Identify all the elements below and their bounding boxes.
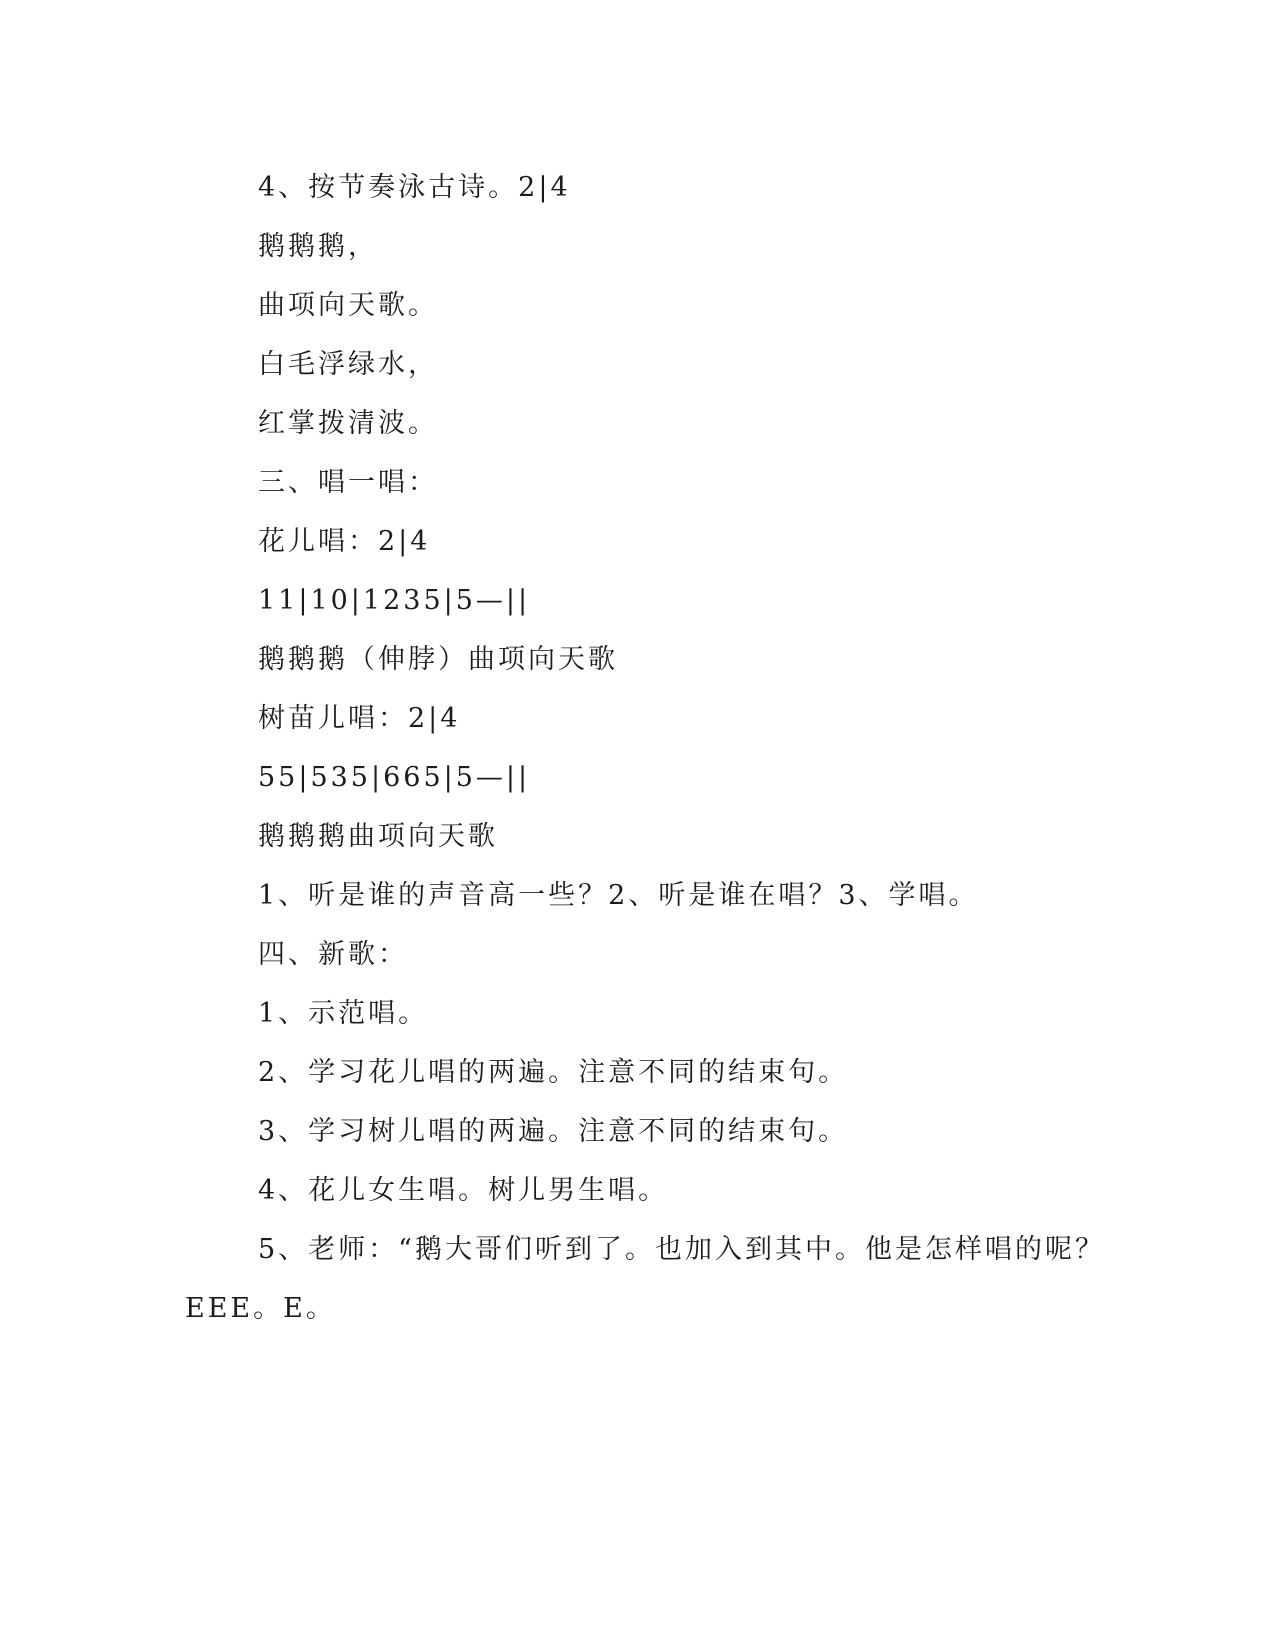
section-heading-sing: 三、唱一唱： xyxy=(258,467,438,498)
new-song-step-1: 1、示范唱。 xyxy=(258,998,429,1029)
flowers-notation: 11|10|1235|5—|| xyxy=(258,585,531,616)
saplings-lyrics: 鹅鹅鹅曲项向天歌 xyxy=(258,821,498,852)
poem-line-1: 鹅鹅鹅， xyxy=(258,231,378,262)
step-recite-poem: 4、按节奏泳古诗。2|4 xyxy=(258,172,571,203)
saplings-notation: 55|535|665|5—|| xyxy=(258,762,531,793)
flowers-sing-label: 花儿唱：2|4 xyxy=(258,526,431,557)
new-song-step-4: 4、花儿女生唱。树儿男生唱。 xyxy=(258,1175,669,1206)
section-heading-new-song: 四、新歌： xyxy=(258,939,408,970)
flowers-lyrics: 鹅鹅鹅（伸脖）曲项向天歌 xyxy=(258,644,618,675)
continuation-line: EEE。E。 xyxy=(185,1293,336,1324)
poem-line-4: 红掌拨清波。 xyxy=(258,408,438,439)
poem-line-3: 白毛浮绿水， xyxy=(258,349,438,380)
saplings-sing-label: 树苗儿唱：2|4 xyxy=(258,703,461,734)
new-song-step-2: 2、学习花儿唱的两遍。注意不同的结束句。 xyxy=(258,1057,849,1088)
new-song-step-3: 3、学习树儿唱的两遍。注意不同的结束句。 xyxy=(258,1116,849,1147)
listening-questions: 1、听是谁的声音高一些？2、听是谁在唱？3、学唱。 xyxy=(258,880,979,911)
new-song-step-5: 5、老师：“鹅大哥们听到了。也加入到其中。他是怎样唱的呢？ xyxy=(258,1234,1105,1265)
poem-line-2: 曲项向天歌。 xyxy=(258,290,438,321)
